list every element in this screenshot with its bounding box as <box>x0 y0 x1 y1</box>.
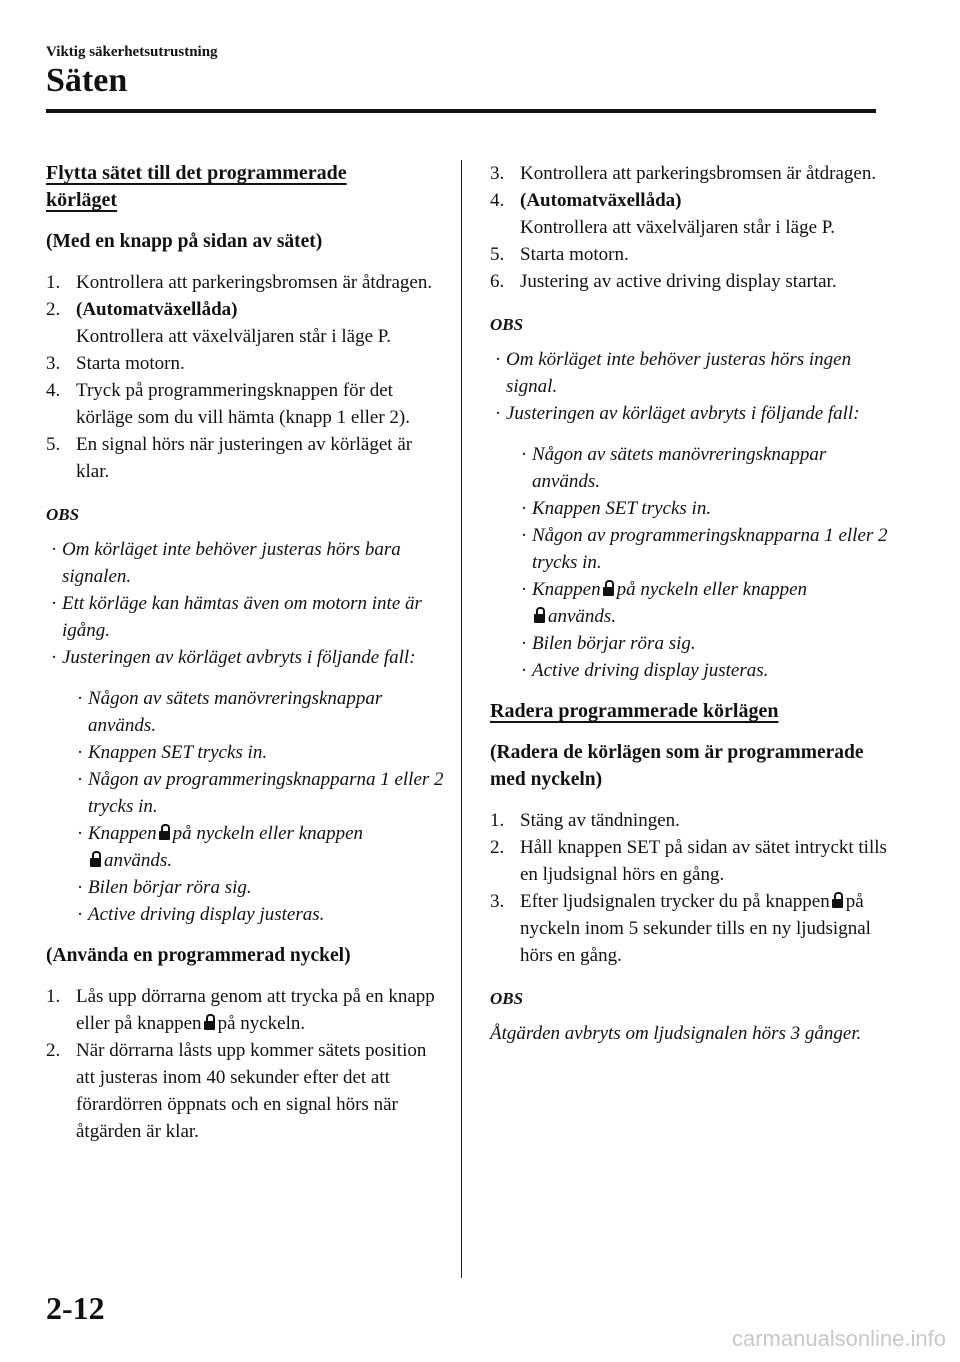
list-item: 3. Kontrollera att parkeringsbromsen är åtdragen. <box>490 163 877 184</box>
steps-list-delete <box>490 807 890 969</box>
list-item: 3. Starta motorn. <box>46 353 185 374</box>
list-item: · Någon av programmeringsknapparna 1 eller 2 trycks in. <box>76 769 444 817</box>
list-item: · Knappen SET trycks in. <box>520 498 712 519</box>
list-item: · Active driving display justeras. <box>76 904 325 925</box>
section-title-delete: Radera programmerade körlägen <box>490 700 779 722</box>
list-item: · Active driving display justeras. <box>520 660 769 681</box>
list-item: · Knappen på nyckeln eller knappen används. <box>76 823 364 871</box>
list-item: · Bilen börjar röra sig. <box>76 877 252 898</box>
list-item: 5. En signal hörs när justeringen av körläget är klar. <box>46 434 413 482</box>
lock-icon <box>159 824 170 840</box>
subheading-delete-key: (Radera de körlägen som är programmerade med nyckeln) <box>490 742 864 790</box>
list-item: 1. Lås upp dörrarna genom att trycka på en knapp eller på knappen på nyckeln. <box>46 986 435 1034</box>
lock-icon <box>90 851 101 867</box>
list-item: · Knappen på nyckeln eller knappen används. <box>520 579 808 627</box>
page-number: 2-12 <box>46 1290 105 1326</box>
list-item: · Någon av sätets manövreringsknappar används. <box>520 444 827 492</box>
steps-list-cont <box>490 160 890 295</box>
lock-icon <box>832 892 843 908</box>
list-item: 3. Efter ljudsignalen trycker du på knappen på nyckeln inom 5 sekunder tills en ny ljudsignal hörs en gång. <box>490 891 871 966</box>
subheading-programmed-key: (Använda en programmerad nyckel) <box>46 945 351 966</box>
list-item: 4. Tryck på programmeringsknappen för det körläge som du vill hämta (knapp 1 eller 2). <box>46 380 410 428</box>
lock-icon <box>603 580 614 596</box>
list-item: · Någon av programmeringsknapparna 1 eller 2 trycks in. <box>520 525 888 573</box>
subheading-side-button: (Med en knapp på sidan av sätet) <box>46 231 323 252</box>
obs-label: OBS <box>46 505 80 524</box>
right-column <box>490 160 890 1047</box>
list-item: 4. (Automatväxellåda) Kontrollera att växelväljaren står i läge P. <box>490 190 835 238</box>
obs-sublist <box>490 441 890 684</box>
list-item: 2. Håll knappen SET på sidan av sätet intryckt tills en ljudsignal hörs en gång. <box>490 837 887 885</box>
list-item: 2. (Automatväxellåda) Kontrollera att växelväljaren står i läge P. <box>46 299 391 347</box>
obs-list <box>490 346 890 427</box>
lock-icon <box>204 1014 215 1030</box>
section-title-recall: Flytta sätet till det programmerade körläget <box>46 162 347 211</box>
list-item: · Ett körläge kan hämtas även om motorn inte är igång. <box>50 593 422 641</box>
list-item: · Justeringen av körläget avbryts i följande fall: <box>494 403 860 424</box>
list-item: · Justeringen av körläget avbryts i följande fall: <box>50 647 416 668</box>
column-divider <box>461 160 462 1278</box>
list-item: 1. Kontrollera att parkeringsbromsen är åtdragen. <box>46 272 433 293</box>
left-column <box>46 160 446 1161</box>
page-title: Säten <box>46 62 128 99</box>
header-rule <box>46 109 876 113</box>
obs-list <box>46 536 446 671</box>
list-item: · Om körläget inte behöver justeras hörs ingen signal. <box>494 349 852 397</box>
list-item: · Om körläget inte behöver justeras hörs bara signalen. <box>50 539 401 587</box>
list-item: 5. Starta motorn. <box>490 244 629 265</box>
watermark: carmanualsonline.info <box>731 1326 946 1351</box>
lock-icon <box>534 607 545 623</box>
obs-note: Åtgärden avbryts om ljudsignalen hörs 3 gånger. <box>490 1023 862 1044</box>
list-item: · Knappen SET trycks in. <box>76 742 268 763</box>
steps-list-key <box>46 983 446 1145</box>
header-kicker: Viktig säkerhetsutrustning <box>46 44 218 60</box>
steps-list <box>46 269 446 485</box>
obs-sublist <box>46 685 446 928</box>
obs-label: OBS <box>490 989 524 1008</box>
list-item: · Någon av sätets manövreringsknappar används. <box>76 688 383 736</box>
list-item: · Bilen börjar röra sig. <box>520 633 696 654</box>
obs-label: OBS <box>490 315 524 334</box>
list-item: 1. Stäng av tändningen. <box>490 810 680 831</box>
list-item: 2. När dörrarna låsts upp kommer sätets position att justeras inom 40 sekunder efter det att förardörren öppnats och en signal hörs när åtgärden är klar. <box>46 1040 427 1142</box>
list-item: 6. Justering av active driving display startar. <box>490 271 837 292</box>
